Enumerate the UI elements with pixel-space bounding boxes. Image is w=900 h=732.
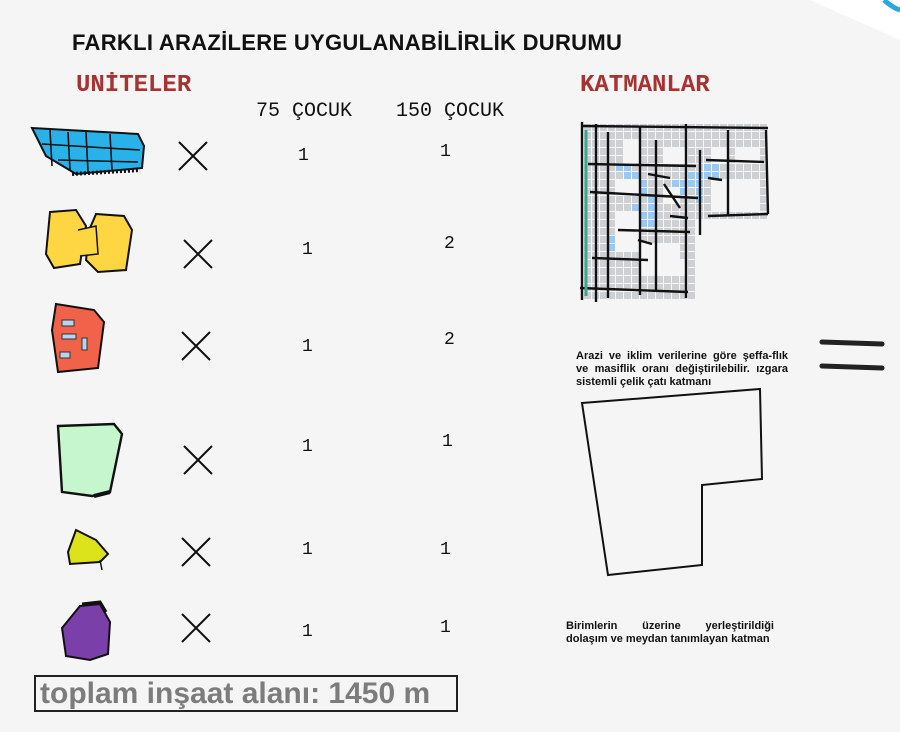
grid-cell — [648, 212, 655, 219]
grid-cell — [752, 164, 759, 171]
grid-cell — [688, 188, 695, 195]
grid-cell — [648, 180, 655, 187]
grid-cell — [736, 132, 743, 139]
grid-cell — [672, 276, 679, 283]
row-2-count-75: 1 — [302, 240, 313, 260]
grid-cell — [616, 276, 623, 283]
grid-cell — [600, 268, 607, 275]
grid-cell — [744, 164, 751, 171]
grid-cell — [632, 252, 639, 259]
grid-cell — [600, 180, 607, 187]
grid-cell — [688, 252, 695, 259]
blue-unit-icon — [28, 122, 148, 182]
grid-cell — [688, 268, 695, 275]
grid-cell — [736, 164, 743, 171]
column-header-150: 150 ÇOCUK — [396, 100, 505, 123]
grid-cell — [624, 276, 631, 283]
grid-cell — [632, 276, 639, 283]
grid-cell — [704, 132, 711, 139]
grid-cell — [720, 132, 727, 139]
total-area-box — [34, 675, 458, 712]
grid-cell — [752, 140, 759, 147]
grid-cell — [616, 140, 623, 147]
grid-cell — [624, 268, 631, 275]
grid-cell — [688, 212, 695, 219]
grid-cell — [720, 164, 727, 171]
total-area-label: toplam inşaat alanı: 1450 m — [40, 677, 431, 710]
grid-cell — [704, 188, 711, 195]
row-6-count-75: 1 — [302, 622, 313, 642]
grid-cell — [600, 212, 607, 219]
grid-cell — [648, 156, 655, 163]
units-heading: UNİTELER — [76, 72, 192, 99]
yellow-unit-icon — [40, 204, 140, 279]
row-3-count-150: 2 — [444, 330, 455, 350]
grid-cell — [744, 172, 751, 179]
equals-sign-icon — [818, 332, 888, 372]
grid-cell — [632, 268, 639, 275]
grid-cell — [624, 196, 631, 203]
grid-cell — [672, 172, 679, 179]
grid-cell — [624, 172, 631, 179]
grid-cell — [600, 292, 607, 299]
layers-heading: KATMANLAR — [580, 72, 710, 99]
grid-cell — [632, 132, 639, 139]
grid-cell — [624, 204, 631, 211]
grid-cell — [704, 180, 711, 187]
row-5-count-75: 1 — [302, 540, 313, 560]
grid-cell — [664, 132, 671, 139]
grid-cell — [720, 140, 727, 147]
cross-mark-icon — [175, 138, 211, 174]
grid-cell — [616, 268, 623, 275]
grid-cell — [632, 260, 639, 267]
grid-cell — [688, 204, 695, 211]
grid-cell — [672, 132, 679, 139]
cross-mark-icon — [180, 236, 216, 272]
grid-cell — [760, 180, 767, 187]
row-3-count-75: 1 — [302, 337, 313, 357]
roof-grid-layer-drawing — [578, 120, 778, 305]
grid-cell — [600, 244, 607, 251]
grid-cell — [672, 180, 679, 187]
grid-cell — [624, 132, 631, 139]
grid-cell — [648, 196, 655, 203]
row-2-count-150: 2 — [444, 234, 455, 254]
grid-cell — [624, 260, 631, 267]
grid-cell — [648, 188, 655, 195]
grid-cell — [688, 132, 695, 139]
row-6-count-150: 1 — [440, 618, 451, 638]
grid-cell — [704, 196, 711, 203]
grid-cell — [688, 260, 695, 267]
grid-cell — [736, 140, 743, 147]
grid-cell — [648, 276, 655, 283]
grid-cell — [664, 220, 671, 227]
cross-mark-icon — [178, 610, 214, 646]
row-1-count-150: 1 — [440, 142, 451, 162]
grid-cell — [600, 156, 607, 163]
grid-cell — [752, 172, 759, 179]
grid-cell — [600, 260, 607, 267]
grid-cell — [712, 140, 719, 147]
grid-cell — [672, 292, 679, 299]
grid-cell — [688, 172, 695, 179]
grid-cell — [616, 132, 623, 139]
grid-cell — [664, 212, 671, 219]
grid-cell — [696, 140, 703, 147]
grid-cell — [688, 292, 695, 299]
grid-cell — [600, 132, 607, 139]
grid-cell — [704, 148, 711, 155]
grid-cell — [664, 236, 671, 243]
grid-cell — [648, 132, 655, 139]
grid-cell — [760, 196, 767, 203]
grid-cell — [616, 156, 623, 163]
grid-cell — [600, 228, 607, 235]
grid-cell — [712, 132, 719, 139]
grid-cell — [648, 140, 655, 147]
grid-cell — [616, 292, 623, 299]
grid-cell — [672, 284, 679, 291]
grid-cell — [664, 140, 671, 147]
grid-cell — [688, 236, 695, 243]
grid-cell — [648, 220, 655, 227]
green-unit-icon — [50, 420, 130, 500]
grid-cell — [624, 292, 631, 299]
grid-cell — [696, 132, 703, 139]
grid-cell — [600, 196, 607, 203]
grid-cell — [600, 236, 607, 243]
grid-cell — [664, 292, 671, 299]
grid-cell — [624, 252, 631, 259]
cross-mark-icon — [180, 442, 216, 478]
grid-cell — [672, 236, 679, 243]
grid-cell — [688, 284, 695, 291]
row-1-count-75: 1 — [298, 146, 309, 166]
grid-cell — [712, 164, 719, 171]
grid-cell — [656, 132, 663, 139]
grid-cell — [632, 204, 639, 211]
grid-cell — [704, 204, 711, 211]
grid-cell — [736, 172, 743, 179]
grid-cell — [688, 276, 695, 283]
row-4-count-150: 1 — [442, 432, 453, 452]
grid-cell — [616, 172, 623, 179]
grid-cell — [632, 172, 639, 179]
grid-cell — [688, 180, 695, 187]
roof-layer-note: Arazi ve iklim verilerine göre şeffa-flık ve masiflik oranı değiştirilebilir. ızgara sistemli çelik çatı katmanı — [576, 350, 788, 388]
grid-cell — [752, 132, 759, 139]
grid-cell — [672, 140, 679, 147]
row-5-count-150: 1 — [440, 540, 451, 560]
grid-cell — [648, 292, 655, 299]
grid-cell — [616, 196, 623, 203]
grid-cell — [600, 276, 607, 283]
grid-cell — [664, 276, 671, 283]
grid-cell — [704, 164, 711, 171]
circulation-layer-outline — [574, 385, 774, 585]
lime-unit-icon — [62, 526, 122, 576]
grid-cell — [688, 156, 695, 163]
grid-cell — [600, 148, 607, 155]
grid-cell — [688, 220, 695, 227]
grid-cell — [688, 148, 695, 155]
grid-cell — [720, 172, 727, 179]
grid-cell — [664, 204, 671, 211]
grid-cell — [632, 196, 639, 203]
grid-cell — [616, 148, 623, 155]
grid-cell — [648, 148, 655, 155]
cross-mark-icon — [178, 328, 214, 364]
page-title: FARKLI ARAZİLERE UYGULANABİLİRLİK DURUMU — [72, 30, 623, 55]
grid-cell — [616, 204, 623, 211]
red-unit-icon — [46, 300, 116, 375]
grid-cell — [688, 244, 695, 251]
grid-cell — [744, 132, 751, 139]
grid-cell — [688, 140, 695, 147]
grid-cell — [656, 292, 663, 299]
grid-cell — [760, 188, 767, 195]
grid-cell — [744, 140, 751, 147]
grid-cell — [616, 260, 623, 267]
grid-cell — [600, 204, 607, 211]
cross-mark-icon — [178, 534, 214, 570]
grid-cell — [632, 292, 639, 299]
grid-cell — [648, 204, 655, 211]
column-header-75: 75 ÇOCUK — [256, 100, 353, 123]
grid-cell — [600, 220, 607, 227]
grid-cell — [600, 140, 607, 147]
grid-cell — [704, 140, 711, 147]
row-4-count-75: 1 — [302, 437, 313, 457]
grid-cell — [760, 204, 767, 211]
grid-cell — [672, 220, 679, 227]
purple-unit-icon — [56, 598, 126, 668]
circulation-layer-note: Birimlerin üzerine yerleştirildiği dolaşım ve meydan tanımlayan katman — [566, 620, 774, 645]
grid-cell — [600, 172, 607, 179]
